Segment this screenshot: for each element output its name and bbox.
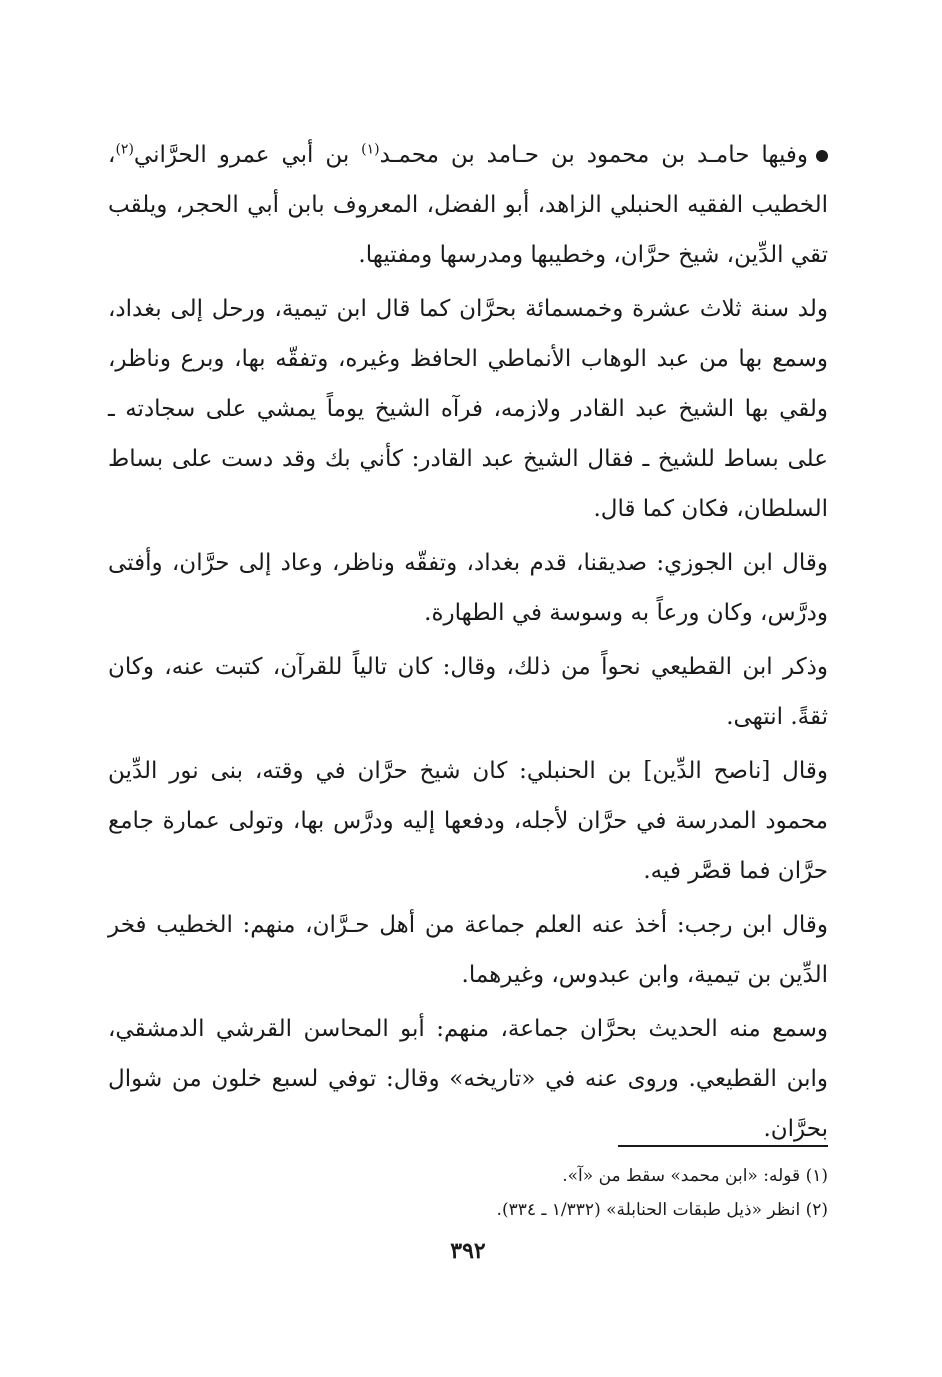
footnote-1: (١) قوله: «ابن محمد» سقط من «آ». <box>562 1166 828 1186</box>
paragraph-1 <box>108 130 828 280</box>
footnote-2: (٢) انظر «ذيل طبقات الحنابلة» (١/٣٣٢ ـ ٣٣٤). <box>496 1200 828 1220</box>
paragraph-1-mid: بن أبي عمرو الحرَّاني <box>133 142 362 168</box>
bullet-icon <box>816 150 828 162</box>
book-page <box>108 130 828 1330</box>
paragraph-5: وقال [ناصح الدِّين] بن الحنبلي: كان شيخ حرَّان في وقته، بنى نور الدِّين محمود المدرسة في حرَّان لأجله، ودفعها إليه ودرَّس بها، وتولى عمارة جامع حرَّان فما قصَّر فيه. <box>108 758 828 884</box>
footnotes <box>108 1145 828 1227</box>
paragraph-7: وسمع منه الحديث بحرَّان جماعة، منهم: أبو المحاسن القرشي الدمشقي، وابن القطيعي. وروى عنه في «تاريخه» وقال: توفي لسبع خلون من شوال بحرَّان. <box>108 1016 828 1142</box>
paragraph-1-lead: وفيها حامـد بن محمود بن حـامد بن محمـد <box>379 142 808 168</box>
paragraph-1-rest: ، الخطيب الفقيه الحنبلي الزاهد، أبو الفضل، المعروف بابن أبي الحجر، ويلقب تقي الدِّين، شيخ حرَّان، وخطيبها ومدرسها ومفتيها. <box>108 142 828 268</box>
paragraph-3: وقال ابن الجوزي: صديقنا، قدم بغداد، وتفقّه وناظر، وعاد إلى حرَّان، وأفتى ودرَّس، وكان ورعاً به وسوسة في الطهارة. <box>108 550 828 626</box>
footnote-ref-2[interactable]: (٢) <box>115 141 134 158</box>
footnote-divider <box>618 1145 828 1147</box>
paragraph-2: ولد سنة ثلاث عشرة وخمسمائة بحرَّان كما قال ابن تيمية، ورحل إلى بغداد، وسمع بها من عبد الوهاب الأنماطي الحافظ وغيره، وتفقّه بها، وبرع وناظر، ولقي بها الشيخ عبد القادر ولازمه، فرآه الشيخ يوماً يمشي على سجادته ـ على بساط للشيخ ـ فقال الشيخ عبد القادر: كأني بك وقد دست على بساط السلطان، فكان كما قال. <box>108 296 828 522</box>
paragraph-4: وذكر ابن القطيعي نحواً من ذلك، وقال: كان تالياً للقرآن، كتبت عنه، وكان ثقةً. انتهى. <box>108 654 828 730</box>
main-text <box>108 130 828 1158</box>
paragraph-6: وقال ابن رجب: أخذ عنه العلم جماعة من أهل حـرَّان، منهم: الخطيب فخر الدِّين بن تيمية، وابن عبدوس، وغيرهما. <box>108 912 828 988</box>
page-number: ٣٩٢ <box>450 1238 486 1264</box>
footnote-ref-1[interactable]: (١) <box>361 141 380 158</box>
